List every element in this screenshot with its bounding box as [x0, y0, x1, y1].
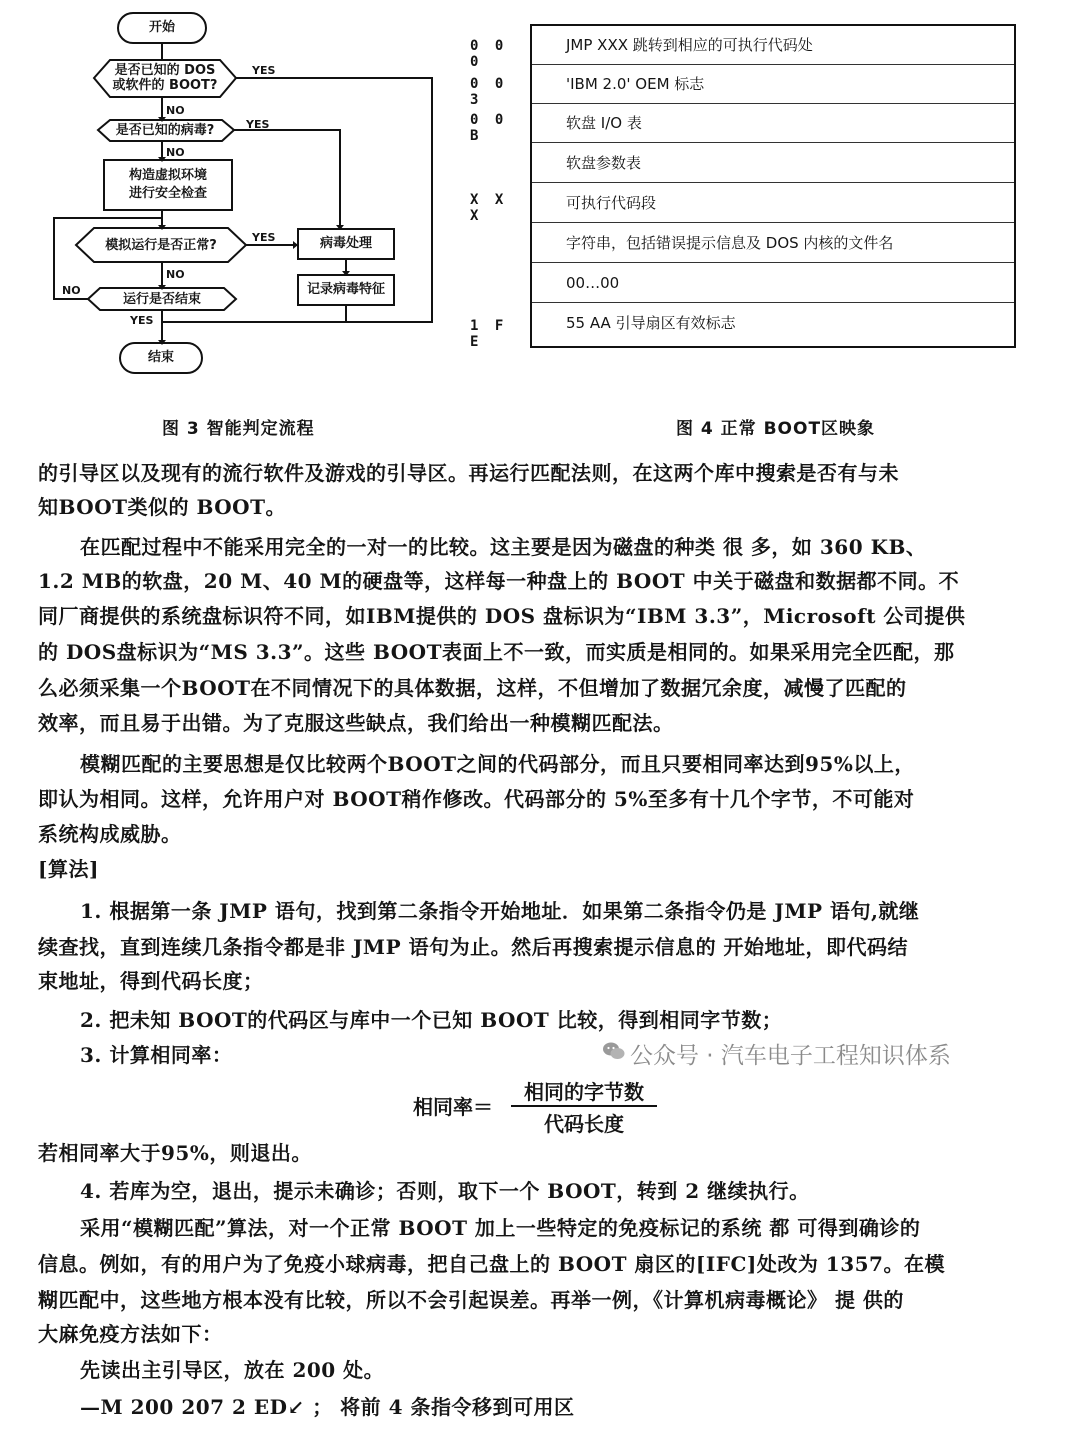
watermark-text: 公众号 · 汽车电子工程知识体系 — [630, 1043, 951, 1069]
text-line: 采用“模糊匹配”算法，对一个正常 BOOT 加上一些特定的免疫标记的系统 都 可得到确诊的 — [80, 1216, 921, 1240]
virus-handling-label: 病毒处理 — [319, 236, 372, 251]
text-line: 么必须采集一个BOOT在不同情况下的具体数据，这样，不但增加了数据冗余度，减慢了匹配的 — [38, 676, 907, 700]
map-row: 可执行代码段 — [532, 184, 1014, 223]
address-003: 0 0 3 — [470, 76, 508, 108]
no-label-2: NO — [166, 146, 185, 159]
watermark — [602, 1037, 1052, 1077]
process-env-line-2: 进行安全检查 — [128, 186, 207, 201]
address-000: 0 0 0 — [470, 38, 508, 70]
text-line: 1.2 MB的软盘，20 M、40 M的硬盘等，这样每一种盘上的 BOOT 中关于磁盘和数据都不同。不 — [38, 569, 960, 593]
figure-4-caption: 图 4 正常 BOOT区映象 — [676, 419, 876, 439]
text-line: 即认为相同。这样，允许用户对 BOOT稍作修改。代码部分的 5%至多有十几个字节，不可能对 — [38, 787, 915, 811]
text-line: 系统构成威胁。 — [38, 822, 182, 846]
formula-denominator: 代码长度 — [544, 1112, 624, 1136]
no-label-1: NO — [166, 104, 185, 117]
map-row: 软盘参数表 — [532, 144, 1014, 183]
map-row: 00…00 — [532, 264, 1014, 303]
decision-1-line-1: 是否已知的 DOS — [114, 63, 216, 78]
text-line: 效率，而且易于出错。为了克服这些缺点，我们给出一种模糊匹配法。 — [38, 711, 674, 735]
similarity-formula — [413, 1076, 673, 1136]
figure-3-flowchart — [40, 0, 460, 390]
text-line: 大麻免疫方法如下： — [38, 1322, 223, 1346]
map-row: 55 AA 引导扇区有效标志 — [566, 314, 736, 332]
text-line: [算法] — [38, 857, 99, 881]
yes-label-4: YES — [130, 314, 154, 327]
text-line: 束地址，得到代码长度； — [38, 969, 264, 993]
figure-3-caption: 图 3 智能判定流程 — [162, 419, 315, 439]
text-line: 同厂商提供的系统盘标识符不同，如IBM提供的 DOS 盘标识为“IBM 3.3”，Microsoft 公司提供 — [38, 604, 966, 628]
address-xxx: X X X — [470, 192, 508, 224]
figure-4-boot-map — [470, 24, 1030, 354]
process-env-line-1: 构造虚拟环境 — [128, 168, 207, 183]
text-line: 1. 根据第一条 JMP 语句，找到第二条指令开始地址．如果第二条指令仍是 JMP 语句,就继 — [80, 899, 920, 923]
map-row: JMP XXX 跳转到相应的可执行代码处 — [532, 26, 1014, 65]
text-line: 2. 把未知 BOOT的代码区与库中一个已知 BOOT 比较，得到相同字节数； — [80, 1008, 783, 1032]
text-line: 先读出主引导区，放在 200 处。 — [80, 1358, 385, 1382]
decision-1-line-2: 或软件的 BOOT? — [112, 78, 218, 93]
text-line: 3. 计算相同率： — [80, 1043, 233, 1067]
boot-map-box — [530, 24, 1016, 348]
map-row: 'IBM 2.0' OEM 标志 — [532, 65, 1014, 104]
formula-fraction-bar — [511, 1105, 657, 1107]
formula-lhs: 相同率＝ — [413, 1095, 493, 1119]
end-label: 结束 — [147, 350, 174, 365]
text-line: 在匹配过程中不能采用完全的一对一的比较。这主要是因为磁盘的种类 很 多，如 360 KB、 — [80, 535, 927, 559]
yes-label-1: YES — [252, 64, 276, 77]
no-label-4: NO — [62, 284, 81, 297]
formula-numerator: 相同的字节数 — [524, 1080, 644, 1104]
map-row: 字符串，包括错误提示信息及 DOS 内核的文件名 — [532, 224, 1014, 263]
text-line: 糊匹配中，这些地方根本没有比较，所以不会引起误差。再举一例，《计算机病毒概论》 提 供的 — [38, 1288, 904, 1312]
address-00b: 0 0 B — [470, 112, 508, 144]
text-line: 续查找，直到连续几条指令都是非 JMP 语句为止。然后再搜索提示信息的 开始地址，即代码结 — [38, 935, 909, 959]
yes-label-3: YES — [252, 231, 276, 244]
decision-2-label: 是否已知的病毒? — [115, 123, 215, 138]
map-row: 软盘 I/O 表 — [532, 104, 1014, 143]
text-line: —M 200 207 2 ED↙ ； 将前 4 条指令移到可用区 — [80, 1395, 575, 1419]
start-label: 开始 — [148, 20, 175, 35]
wechat-icon — [602, 1039, 626, 1063]
address-1fe: 1 F E — [470, 318, 508, 350]
no-label-3: NO — [166, 268, 185, 281]
flowchart-lines — [40, 0, 460, 390]
record-signature-label: 记录病毒特征 — [306, 282, 385, 297]
text-line: 模糊匹配的主要思想是仅比较两个BOOT之间的代码部分，而且只要相同率达到95%以上， — [80, 752, 915, 776]
text-line: 信息。例如，有的用户为了免疫小球病毒，把自己盘上的 BOOT 扇区的[IFC]处改为 1357。在模 — [38, 1252, 945, 1276]
decision-3-label: 模拟运行是否正常? — [105, 238, 217, 253]
yes-label-2: YES — [246, 118, 270, 131]
text-line: 知BOOT类似的 BOOT。 — [38, 495, 286, 519]
text-line: 的 DOS盘标识为“MS 3.3”。这些 BOOT表面上不一致，而实质是相同的。如果采用完全匹配，那 — [38, 640, 955, 664]
text-line: 的引导区以及现有的流行软件及游戏的引导区。再运行匹配法则，在这两个库中搜索是否有与未 — [38, 461, 899, 485]
text-line: 若相同率大于95%，则退出。 — [38, 1141, 312, 1165]
decision-4-label: 运行是否结束 — [122, 292, 201, 307]
text-line: 4. 若库为空，退出，提示未确诊；否则，取下一个 BOOT，转到 2 继续执行。 — [80, 1179, 810, 1203]
